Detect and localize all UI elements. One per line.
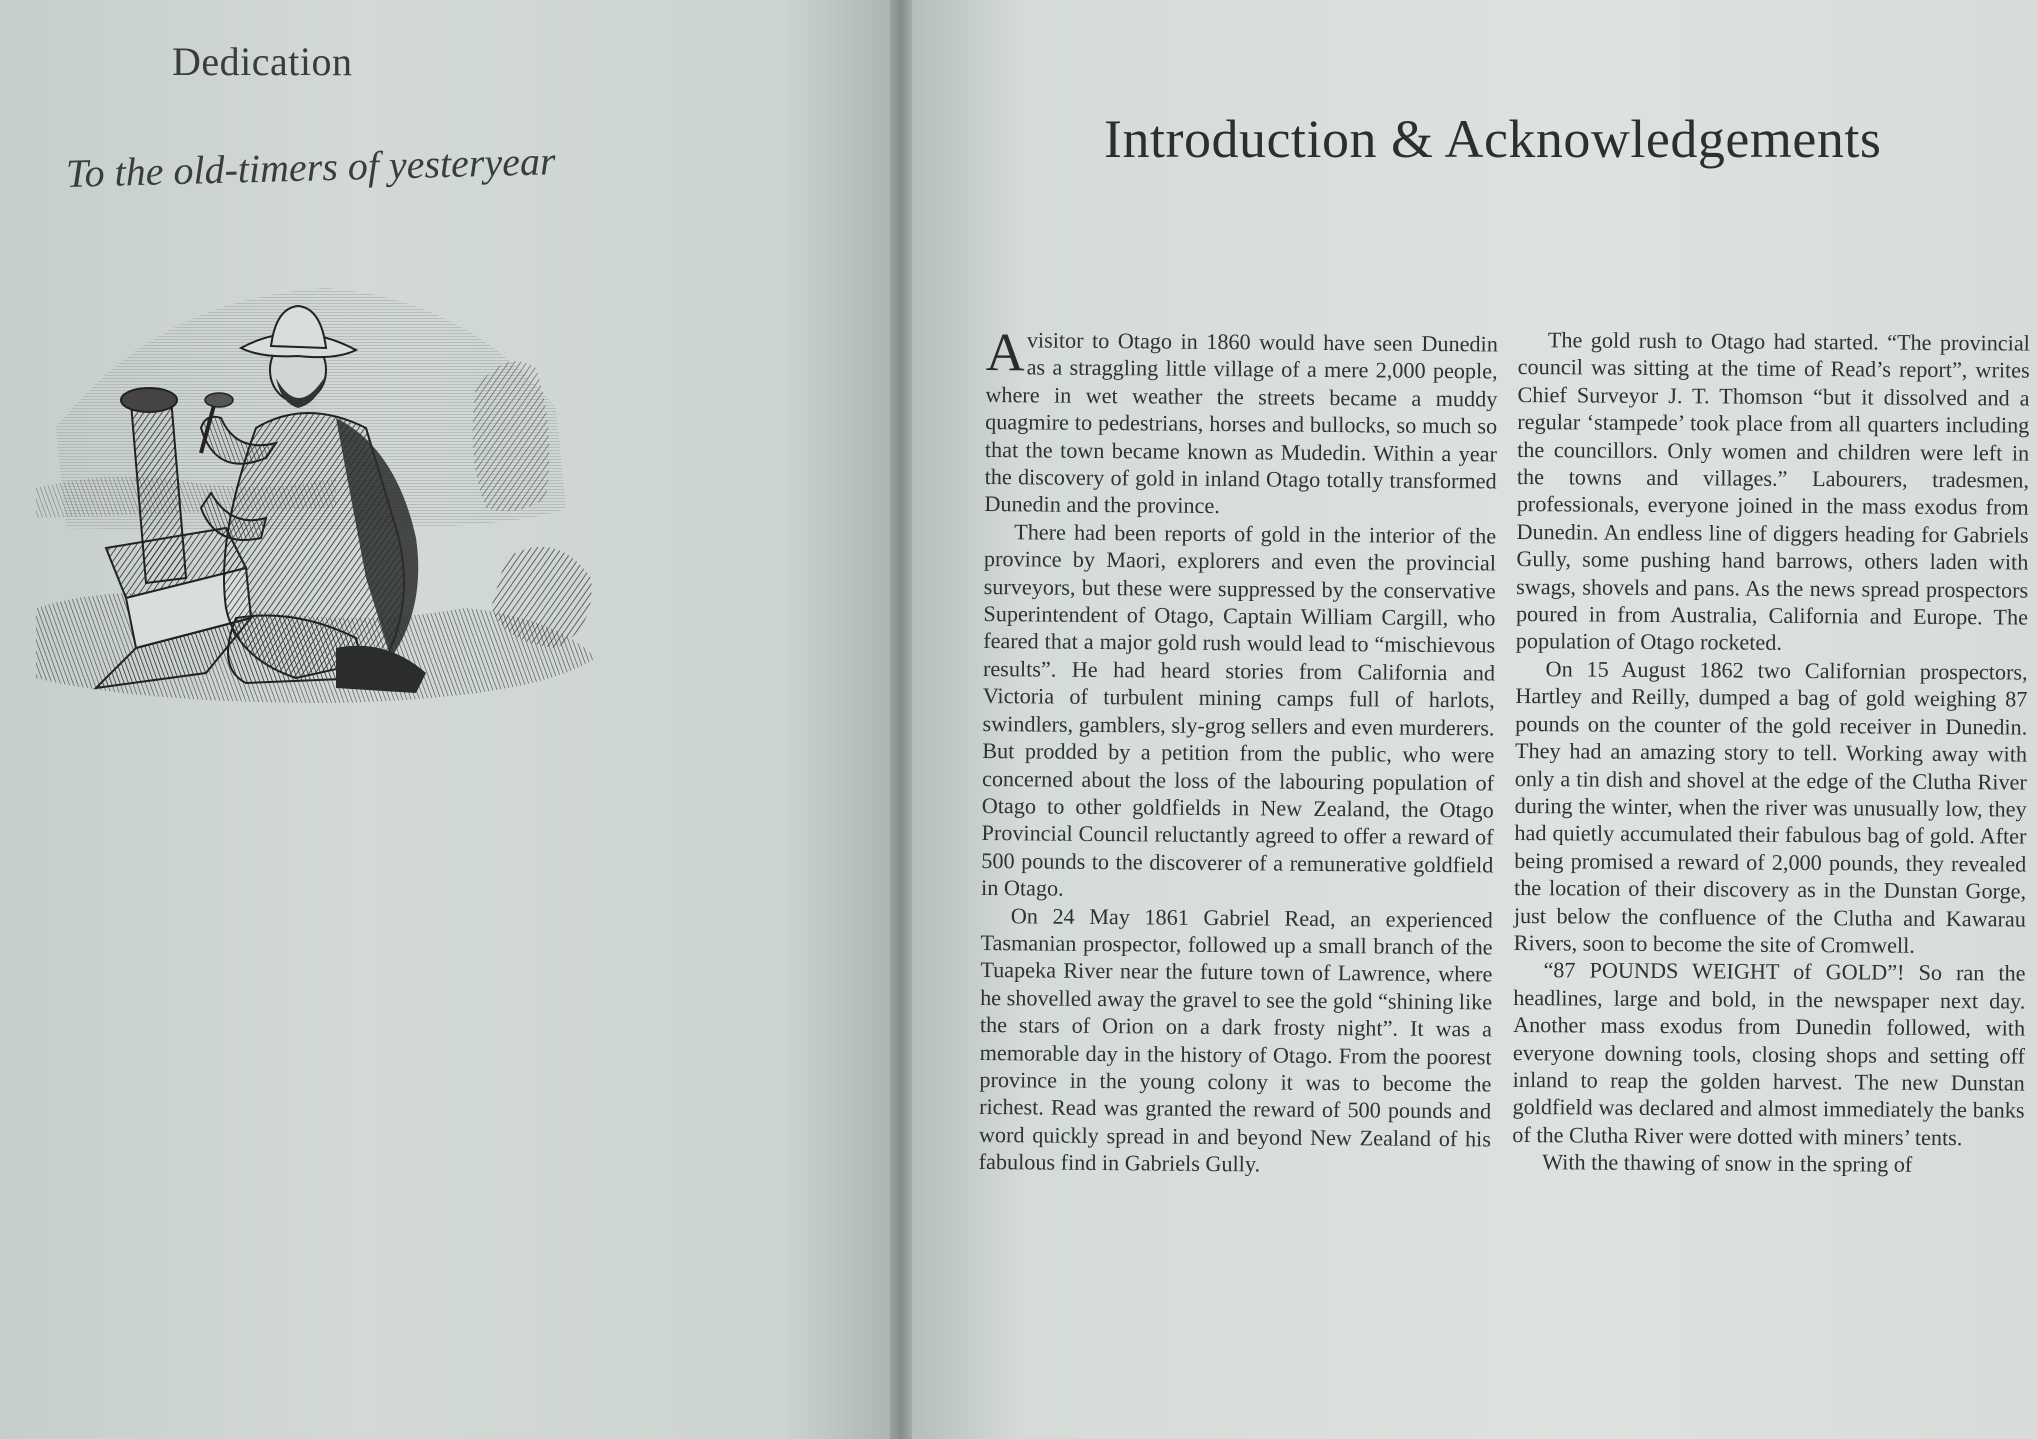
gold-miner-engraving [36, 278, 606, 708]
right-page [912, 0, 2037, 1439]
text-column-2 [1512, 326, 2030, 1179]
book-gutter [890, 0, 912, 1439]
column1-paragraph-1-text: visitor to Otago in 1860 would have seen Dunedin as a straggling little village of a mere 2,000 people, where in wet weather the streets became a muddy quagmire to pedestrians, horses and bullocks, so much so that the town became known as Mudedin. Within a year the discovery of gold in inland Otago totally transformed Dunedin and the province. [984, 327, 1498, 519]
dedication-text: To the old-timers of yesteryear [65, 138, 556, 196]
dedication-title: Dedication [172, 39, 353, 84]
column1-paragraph-2: There had been reports of gold in the interior of the province by Maori, explorers and even the provincial surveyors, but these were suppressed by the conservative Superintendent of Otago, Captain William Cargill, who feared that a major gold rush would lead to “mischievous results”. He had heard stories from California and Victoria of turbulent mining camps full of harlots, swindlers, gamblers, sly-grog sellers and even murderers. But prodded by a petition from the public, who were concerned about the loss of the labouring population of Otago to other goldfields in New Zealand, the Otago Provincial Council reluctantly agreed to offer a reward of 500 pounds to the discoverer of a remunerative goldfield in Otago. [980, 519, 1497, 901]
column2-paragraph-3: “87 POUNDS WEIGHT of GOLD”! So ran the headlines, large and bold, in the newspaper next day. Another mass exodus from Dunedin followed, with everyone downing tools, closing shops and setting off inland to reap the golden harvest. The new Dunstan goldfield was declared and almost immediately the banks of the Clutha River were dotted with miners’ tents. [1512, 957, 2026, 1150]
column1-paragraph-3: On 24 May 1861 Gabriel Read, an experienced Tasmanian prospector, followed up a small branch of the Tuapeka River near the future town of Lawrence, where he shovelled away the gravel to see the gold “shining like the stars of Orion on a dark frosty night”. It was a memorable day in the history of Otago. From the poorest province in the young colony it was to become the richest. Read was granted the reward of 500 pounds and word quickly spread in and beyond New Zealand of his fabulous find in Gabriels Gully. [978, 902, 1493, 1177]
text-column-1 [978, 322, 1498, 1180]
drop-cap: A [985, 322, 1026, 383]
column1-paragraph-1 [984, 322, 1498, 522]
column2-paragraph-2: On 15 August 1862 two Californian prospectors, Hartley and Reilly, dumped a bag of gold weighing 87 pounds on the counter of the gold receiver in Dunedin. They had an amazing story to tell. Working away with only a tin dish and shovel at the edge of the Clutha River during the winter, when the river was unusually low, they had quietly accumulated their fabulous bag of gold. After being promised a reward of 2,000 pounds, they revealed the location of their discovery as in the Dunstan Gorge, just below the confluence of the Clutha and Kawarau Rivers, soon to become the site of Cromwell. [1513, 656, 2028, 958]
left-page [0, 0, 890, 1439]
column2-paragraph-4: With the thawing of snow in the spring of [1542, 1149, 1913, 1177]
column2-paragraph-1: The gold rush to Otago had started. “The provincial council was sitting at the time of Read’s report”, writes Chief Surveyor J. T. Thomson “but it dissolved and a regular ‘stampede’ took place from all quarters including the councillors. Only women and children were left in the towns and villages.” Labourers, tradesmen, professionals, everyone joined in the mass exodus from Dunedin. An endless line of diggers heading for Gabriels Gully, some pushing hand barrows, others laden with swags, shovels and pans. As the news spread prospectors poured in from Australia, California and Europe. The population of Otago rocketed. [1515, 327, 2030, 656]
intro-title: Introduction & Acknowledgements [1104, 109, 1882, 169]
